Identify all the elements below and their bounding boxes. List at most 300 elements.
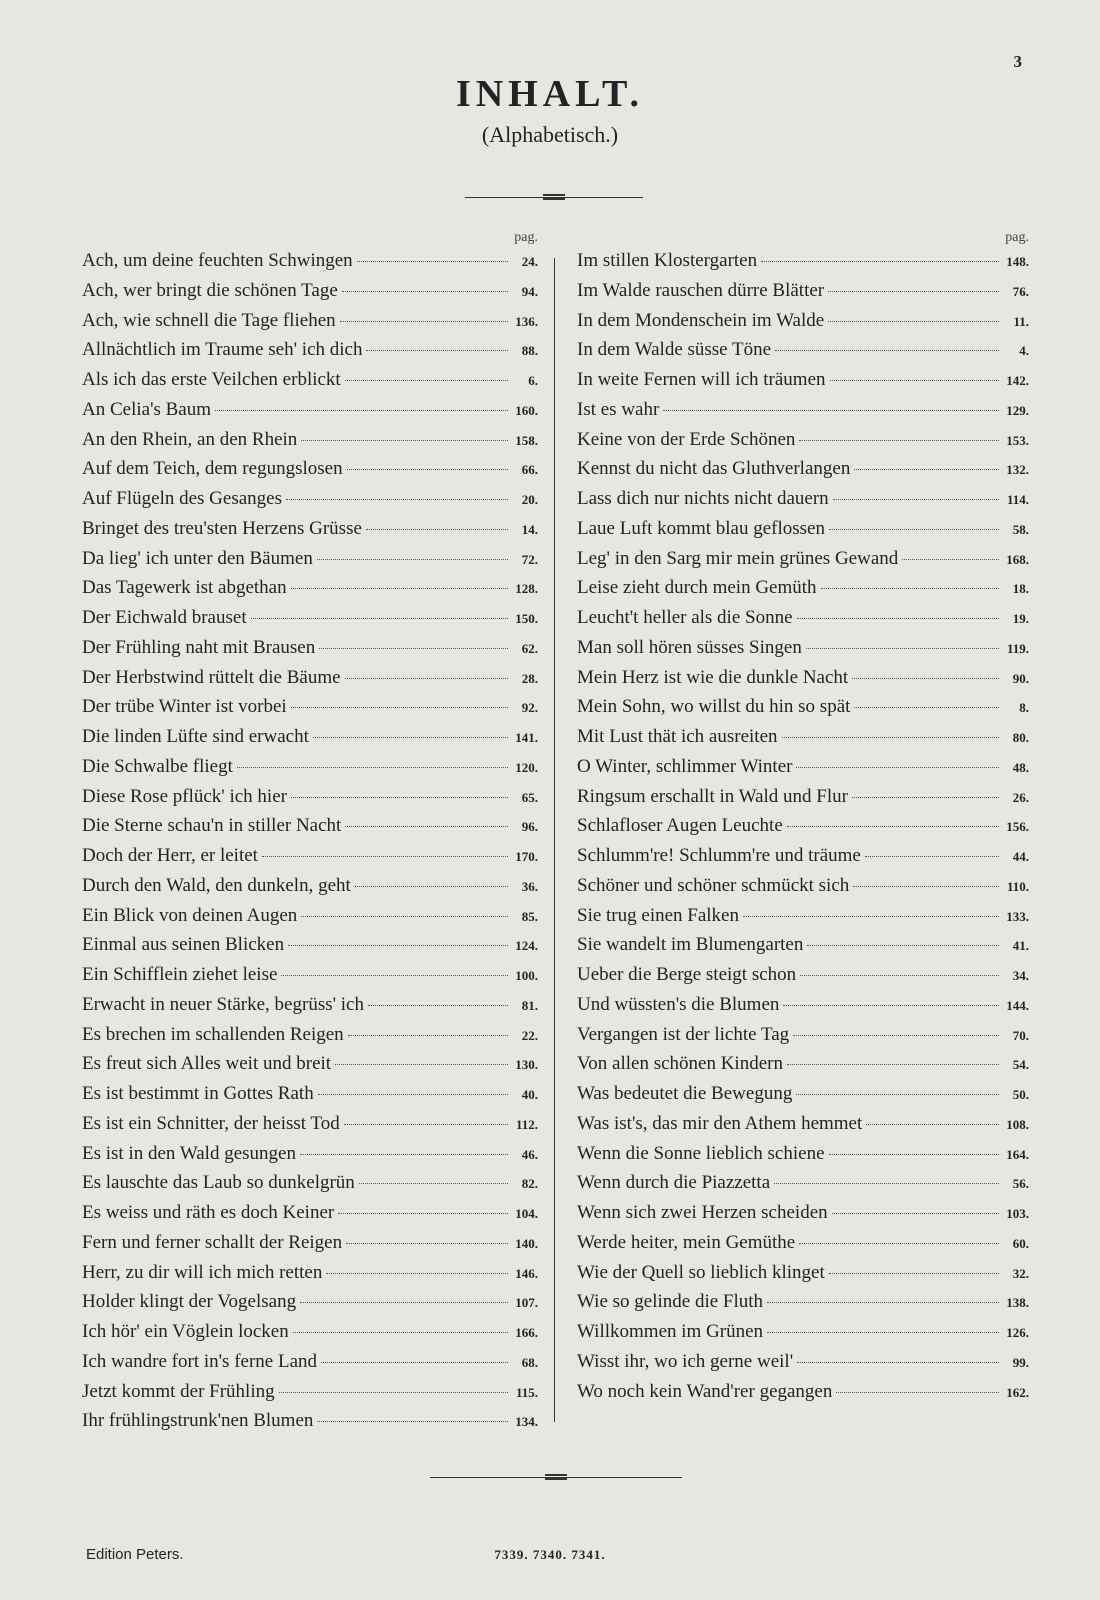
toc-entry-page: 148. [1006, 254, 1029, 269]
toc-entry-page: 32. [1012, 1265, 1029, 1281]
toc-entry-page: 115. [515, 1384, 538, 1400]
toc-entry-title: Es weiss und räth es doch Keiner [82, 1202, 335, 1223]
page-number: 3 [1013, 52, 1022, 71]
dot-leader [830, 380, 999, 381]
toc-entry [577, 399, 1029, 429]
publisher-label: Edition Peters. [86, 1546, 184, 1563]
toc-entry-page: 124. [515, 938, 538, 954]
toc-entry-title: Der Eichwald brauset [82, 607, 247, 628]
toc-entry-title: Von allen schönen Kindern [577, 1053, 783, 1075]
toc-entry [577, 1024, 1029, 1054]
toc-entry-page: 133. [1006, 908, 1029, 924]
toc-entry-page: 134. [515, 1414, 538, 1430]
toc-entry-title: Die Sterne schau'n in stiller Nacht [82, 815, 342, 837]
dot-leader [852, 678, 999, 679]
dot-leader [215, 410, 508, 411]
dot-leader [338, 1213, 508, 1214]
toc-entry-title: Und wüssten's die Blumen [577, 993, 780, 1015]
toc-entry [82, 429, 538, 459]
toc-entry-page: 68. [521, 1354, 538, 1370]
toc-entry-page: 100. [515, 968, 538, 983]
toc-entry-title: Im Walde rauschen dürre Blätter [577, 279, 825, 301]
dot-leader [796, 767, 999, 768]
toc-entry-page: 128. [515, 581, 538, 597]
page-title: INHALT. [455, 73, 645, 115]
toc-entry-title: Holder klingt der Vogelsang [82, 1291, 297, 1313]
dot-leader [335, 1064, 508, 1065]
toc-entry-page: 162. [1006, 1384, 1029, 1400]
toc-entry [577, 1172, 1029, 1202]
toc-entry-title: Erwacht in neuer Stärke, begrüss' ich [82, 993, 364, 1015]
toc-entry-page: 81. [521, 997, 538, 1013]
dot-leader [279, 1392, 508, 1393]
toc-entry-page: 11. [1013, 313, 1029, 329]
dot-leader [345, 380, 508, 381]
dot-leader [317, 1421, 508, 1422]
dot-leader [767, 1302, 999, 1303]
toc-entry [82, 1083, 538, 1113]
toc-entry-title: Als ich das erste Veilchen erblickt [82, 369, 341, 390]
toc-entry [82, 994, 538, 1024]
toc-entry-page: 141. [515, 730, 538, 745]
toc-entry [82, 1321, 538, 1351]
toc-entry [82, 1053, 538, 1083]
toc-entry-title: Ach, wer bringt die schönen Tage [82, 279, 338, 301]
dot-leader [281, 975, 508, 976]
toc-entry-title: Mein Sohn, wo willst du hin so spät [577, 696, 851, 718]
toc-entry-title: Diese Rose pflück' ich hier [82, 785, 287, 807]
toc-entry-page: 8. [1019, 700, 1029, 716]
toc-entry [82, 667, 538, 697]
dot-leader [796, 1094, 999, 1095]
toc-entry-page: 66. [521, 462, 538, 478]
toc-entry-title: Ringsum erschallt in Wald und Flur [577, 785, 848, 807]
toc-entry-title: Ein Schifflein ziehet leise [82, 964, 278, 985]
toc-entry [577, 875, 1029, 905]
dot-leader [300, 1154, 508, 1155]
toc-entry [82, 399, 538, 429]
toc-entry-page: 56. [1012, 1176, 1029, 1192]
dot-leader [797, 1362, 999, 1363]
toc-entry [577, 310, 1029, 340]
toc-entry [577, 1143, 1029, 1173]
toc-entry-page: 19. [1012, 611, 1029, 626]
toc-entry [82, 1291, 538, 1321]
toc-entry [577, 1321, 1029, 1351]
toc-entry-page: 119. [1006, 640, 1029, 656]
toc-entry-title: Laue Luft kommt blau geflossen [577, 517, 825, 539]
toc-entry-page: 76. [1012, 283, 1029, 299]
toc-entry [577, 756, 1029, 786]
toc-entry [577, 577, 1029, 607]
dot-leader [832, 1213, 999, 1214]
toc-entry-page: 26. [1012, 789, 1029, 805]
toc-entry-page: 132. [1006, 462, 1029, 478]
dot-leader [833, 499, 999, 500]
toc-entry-title: Keine von der Erde Schönen [577, 428, 796, 450]
toc-entry-title: Es lauschte das Laub so dunkelgrün [82, 1172, 355, 1194]
toc-entry-page: 166. [515, 1325, 538, 1340]
dot-leader [828, 291, 999, 292]
toc-entry [82, 637, 538, 667]
toc-entry-page: 160. [515, 402, 538, 418]
dot-leader [319, 648, 508, 649]
toc-entry-page: 90. [1012, 670, 1029, 686]
toc-entry-title: Es ist ein Schnitter, der heisst Tod [82, 1112, 340, 1134]
toc-entry-page: 48. [1012, 759, 1029, 775]
toc-entry [82, 1262, 538, 1292]
toc-entry-page: 114. [1006, 492, 1029, 507]
toc-entry-title: Ach, wie schnell die Tage fliehen [82, 309, 336, 331]
toc-entry [577, 339, 1029, 369]
dot-leader [787, 826, 999, 827]
dot-leader [317, 559, 508, 560]
dot-leader [828, 321, 999, 322]
toc-entry-page: 20. [521, 492, 538, 507]
toc-entry-page: 170. [515, 849, 538, 864]
toc-column-right [577, 230, 1029, 1410]
toc-entry-title: Wie so gelinde die Fluth [577, 1291, 764, 1313]
toc-entry-title: Durch den Wald, den dunkeln, geht [82, 874, 351, 896]
toc-entry-title: Das Tagewerk ist abgethan [82, 577, 287, 599]
toc-entry [577, 518, 1029, 548]
dot-leader [853, 886, 999, 887]
dot-leader [783, 1005, 999, 1006]
toc-entry [82, 1172, 538, 1202]
toc-entry [577, 548, 1029, 578]
toc-entry-title: Wisst ihr, wo ich gerne weil' [577, 1350, 794, 1372]
toc-entry [82, 905, 538, 935]
toc-entry-title: Auf Flügeln des Gesanges [82, 488, 282, 509]
toc-entry [577, 637, 1029, 667]
toc-entry [82, 339, 538, 369]
toc-entry-page: 168. [1006, 551, 1029, 567]
toc-entry-page: 120. [515, 759, 538, 775]
toc-entry [82, 1143, 538, 1173]
toc-entry-page: 112. [515, 1116, 538, 1132]
toc-entry-page: 99. [1012, 1354, 1029, 1370]
toc-entry [577, 429, 1029, 459]
toc-entry [577, 786, 1029, 816]
toc-entry-page: 130. [515, 1057, 538, 1073]
toc-entry [82, 1351, 538, 1381]
toc-entry [577, 488, 1029, 518]
toc-entry-page: 156. [1006, 819, 1029, 835]
toc-entry-title: Es ist bestimmt in Gottes Rath [82, 1083, 314, 1104]
toc-entry-page: 58. [1012, 521, 1029, 537]
toc-entry-page: 34. [1012, 968, 1029, 983]
toc-entry [577, 1291, 1029, 1321]
dot-leader [359, 1183, 508, 1184]
dot-leader [829, 529, 999, 530]
dot-leader [293, 1332, 508, 1333]
dot-leader [852, 797, 999, 798]
toc-entry-page: 80. [1012, 730, 1029, 745]
toc-entry-title: Sie wandelt im Blumengarten [577, 934, 804, 956]
toc-entry [82, 577, 538, 607]
dot-leader [291, 588, 508, 589]
toc-entry [577, 696, 1029, 726]
dot-leader [291, 797, 508, 798]
toc-entry-page: 96. [521, 819, 538, 835]
toc-entry-title: Wie der Quell so lieblich klinget [577, 1261, 825, 1283]
dot-leader [251, 618, 508, 619]
dot-leader [743, 916, 999, 917]
dot-leader [782, 737, 999, 738]
toc-entry-title: Ueber die Berge steigt schon [577, 964, 797, 985]
dot-leader [357, 261, 508, 262]
toc-entry [82, 1113, 538, 1143]
toc-entry [82, 756, 538, 786]
ornament-rule-top [465, 192, 643, 204]
toc-entry [82, 845, 538, 875]
toc-entry-page: 126. [1006, 1325, 1029, 1340]
toc-entry [577, 607, 1029, 637]
dot-leader [345, 678, 508, 679]
dot-leader [301, 440, 508, 441]
toc-entry-page: 158. [515, 432, 538, 448]
toc-entry-page: 129. [1006, 402, 1029, 418]
toc-entry [577, 964, 1029, 994]
toc-entry-title: Ein Blick von deinen Augen [82, 904, 298, 926]
toc-entry-title: Kennst du nicht das Gluthverlangen [577, 458, 851, 480]
toc-entry-title: Einmal aus seinen Blicken [82, 934, 285, 956]
toc-entry-title: Die Schwalbe fliegt [82, 755, 233, 777]
toc-entry [577, 458, 1029, 488]
dot-leader [340, 321, 508, 322]
toc-entry-title: Allnächtlich im Traume seh' ich dich [82, 339, 363, 361]
toc-entry-title: Was ist's, das mir den Athem hemmet [577, 1112, 863, 1134]
toc-entry-page: 85. [521, 908, 538, 924]
toc-entry [82, 280, 538, 310]
toc-entry-title: Was bedeutet die Bewegung [577, 1083, 793, 1104]
toc-entry-title: Der Frühling naht mit Brausen [82, 636, 316, 658]
dot-leader [829, 1154, 999, 1155]
toc-entry-page: 36. [521, 878, 538, 894]
toc-entry-page: 18. [1012, 581, 1029, 597]
dot-leader [799, 1243, 999, 1244]
toc-entry-page: 142. [1006, 373, 1029, 388]
toc-entry-title: Schöner und schöner schmückt sich [577, 874, 850, 896]
dot-leader [346, 1243, 508, 1244]
toc-entry-title: Vergangen ist der lichte Tag [577, 1023, 790, 1045]
toc-entry [82, 934, 538, 964]
dot-leader [262, 856, 508, 857]
toc-entry [82, 964, 538, 994]
toc-entry-page: 144. [1006, 997, 1029, 1013]
toc-entry-title: Lass dich nur nichts nicht dauern [577, 488, 829, 509]
dot-leader [902, 559, 999, 560]
toc-entry [82, 548, 538, 578]
toc-entry-page: 14. [521, 521, 538, 537]
toc-entry-title: Herr, zu dir will ich mich retten [82, 1261, 323, 1283]
toc-entry-page: 103. [1006, 1206, 1029, 1221]
dot-leader [301, 916, 508, 917]
dot-leader [288, 945, 508, 946]
toc-entry-page: 110. [1006, 878, 1029, 894]
dot-leader [318, 1094, 508, 1095]
toc-entry-title: Ist es wahr [577, 398, 660, 420]
toc-entry [577, 1351, 1029, 1381]
toc-entry-title: Wenn durch die Piazzetta [577, 1172, 771, 1194]
toc-entry [577, 1113, 1029, 1143]
toc-entry [82, 1202, 538, 1232]
dot-leader [799, 440, 999, 441]
toc-entry [577, 369, 1029, 399]
dot-leader [767, 1332, 999, 1333]
toc-entry [577, 1232, 1029, 1262]
toc-entry [577, 1262, 1029, 1292]
toc-entry [82, 815, 538, 845]
toc-entry [82, 1024, 538, 1054]
toc-entry-title: Mein Herz ist wie die dunkle Nacht [577, 666, 849, 688]
dot-leader [368, 1005, 508, 1006]
dot-leader [800, 975, 999, 976]
toc-entry-page: 22. [521, 1027, 538, 1043]
toc-entry-title: In weite Fernen will ich träumen [577, 369, 826, 390]
toc-entry-title: Ach, um deine feuchten Schwingen [82, 250, 353, 271]
toc-entry-page: 24. [521, 254, 538, 269]
toc-entry [577, 845, 1029, 875]
toc-entry-title: Bringet des treu'sten Herzens Grüsse [82, 517, 362, 539]
toc-entry-title: Ich hör' ein Vöglein locken [82, 1321, 289, 1342]
dot-leader [775, 350, 999, 351]
toc-entry-title: Willkommen im Grünen [577, 1321, 764, 1342]
toc-entry-title: In dem Walde süsse Töne [577, 339, 772, 361]
toc-entry-page: 4. [1019, 343, 1029, 359]
dot-leader [821, 588, 999, 589]
toc-entry-title: Doch der Herr, er leitet [82, 845, 258, 866]
toc-entry-page: 65. [521, 789, 538, 805]
toc-entry-title: Es brechen im schallenden Reigen [82, 1023, 344, 1045]
toc-entry-page: 40. [521, 1087, 538, 1102]
toc-entry-title: Auf dem Teich, dem regungslosen [82, 458, 343, 480]
toc-entry [82, 607, 538, 637]
toc-entry-page: 146. [515, 1265, 538, 1281]
pag-label-right: pag. [1005, 230, 1029, 245]
toc-entry [577, 934, 1029, 964]
ornament-rule-bottom [430, 1472, 682, 1484]
toc-entry-title: Werde heiter, mein Gemüthe [577, 1231, 796, 1253]
dot-leader [806, 648, 999, 649]
toc-entry-page: 153. [1006, 432, 1029, 448]
dot-leader [787, 1064, 999, 1065]
dot-leader [854, 469, 999, 470]
toc-entry [82, 369, 538, 399]
toc-entry-title: Schlumm're! Schlumm're und träume [577, 845, 861, 866]
toc-entry-title: Wenn die Sonne lieblich schiene [577, 1142, 825, 1164]
toc-entry [82, 458, 538, 488]
toc-entry-page: 104. [515, 1206, 538, 1221]
dot-leader [347, 469, 508, 470]
toc-entry [577, 1083, 1029, 1113]
toc-entry [577, 994, 1029, 1024]
toc-entry-page: 94. [521, 283, 538, 299]
toc-entry-title: Leg' in den Sarg mir mein grünes Gewand [577, 547, 899, 569]
toc-entry-page: 62. [521, 640, 538, 656]
toc-entry-page: 54. [1012, 1057, 1029, 1073]
toc-column-left [82, 230, 538, 1440]
toc-entry-page: 46. [521, 1146, 538, 1162]
dot-leader [663, 410, 999, 411]
toc-entry-title: Fern und ferner schallt der Reigen [82, 1231, 343, 1253]
toc-entry-page: 164. [1006, 1146, 1029, 1162]
toc-entry-title: Mit Lust thät ich ausreiten [577, 726, 778, 747]
toc-entry-page: 82. [521, 1176, 538, 1192]
dot-leader [829, 1273, 999, 1274]
dot-leader [865, 856, 999, 857]
toc-entry [577, 726, 1029, 756]
dot-leader [836, 1392, 999, 1393]
toc-entry [82, 1232, 538, 1262]
toc-entry-page: 108. [1006, 1116, 1029, 1132]
dot-leader [344, 1124, 508, 1125]
toc-entry-page: 88. [521, 343, 538, 359]
toc-entry [577, 1202, 1029, 1232]
toc-entry-title: Es freut sich Alles weit und breit [82, 1053, 332, 1075]
toc-entry-title: Schlafloser Augen Leuchte [577, 815, 783, 837]
pag-label-left: pag. [514, 230, 538, 245]
toc-entry [82, 310, 538, 340]
toc-entry-title: Es ist in den Wald gesungen [82, 1142, 296, 1164]
toc-entry-title: Leucht't heller als die Sonne [577, 607, 793, 628]
toc-entry-title: An den Rhein, an den Rhein [82, 428, 298, 450]
dot-leader [807, 945, 999, 946]
edition-numbers: 7339. 7340. 7341. [494, 1547, 606, 1562]
toc-entry-page: 150. [515, 611, 538, 626]
toc-entry-page: 72. [521, 551, 538, 567]
toc-entry-title: Im stillen Klostergarten [577, 250, 758, 271]
toc-entry-title: Sie trug einen Falken [577, 904, 739, 926]
toc-entry-title: O Winter, schlimmer Winter [577, 755, 793, 777]
dot-leader [854, 707, 999, 708]
toc-entry-title: Ihr frühlingstrunk'nen Blumen [82, 1410, 314, 1432]
toc-entry [82, 726, 538, 756]
toc-entry [82, 250, 538, 280]
toc-entry-title: Jetzt kommt der Frühling [82, 1380, 275, 1402]
dot-leader [797, 618, 999, 619]
toc-entry [577, 667, 1029, 697]
dot-leader [366, 529, 508, 530]
toc-entry-page: 92. [521, 700, 538, 716]
toc-entry [82, 875, 538, 905]
dot-leader [342, 291, 508, 292]
toc-entry-page: 107. [515, 1295, 538, 1311]
toc-entry-page: 60. [1012, 1235, 1029, 1251]
dot-leader [793, 1035, 999, 1036]
dot-leader [291, 707, 508, 708]
toc-entry-title: Wenn sich zwei Herzen scheiden [577, 1202, 828, 1223]
dot-leader [321, 1362, 508, 1363]
toc-entry [82, 696, 538, 726]
toc-entry-page: 44. [1012, 849, 1029, 864]
dot-leader [355, 886, 508, 887]
toc-entry-title: Da lieg' ich unter den Bäumen [82, 547, 313, 569]
toc-entry-title: Leise zieht durch mein Gemüth [577, 577, 817, 599]
toc-entry-title: An Celia's Baum [82, 398, 212, 420]
toc-entry-page: 70. [1012, 1027, 1029, 1043]
toc-entry-title: Man soll hören süsses Singen [577, 636, 802, 658]
column-divider [554, 258, 555, 1422]
toc-entry [82, 488, 538, 518]
toc-entry [577, 250, 1029, 280]
dot-leader [366, 350, 508, 351]
toc-entry [82, 1381, 538, 1411]
toc-entry [577, 1381, 1029, 1411]
toc-entry [577, 815, 1029, 845]
toc-entry [82, 786, 538, 816]
page-subtitle: (Alphabetisch.) [481, 122, 619, 147]
